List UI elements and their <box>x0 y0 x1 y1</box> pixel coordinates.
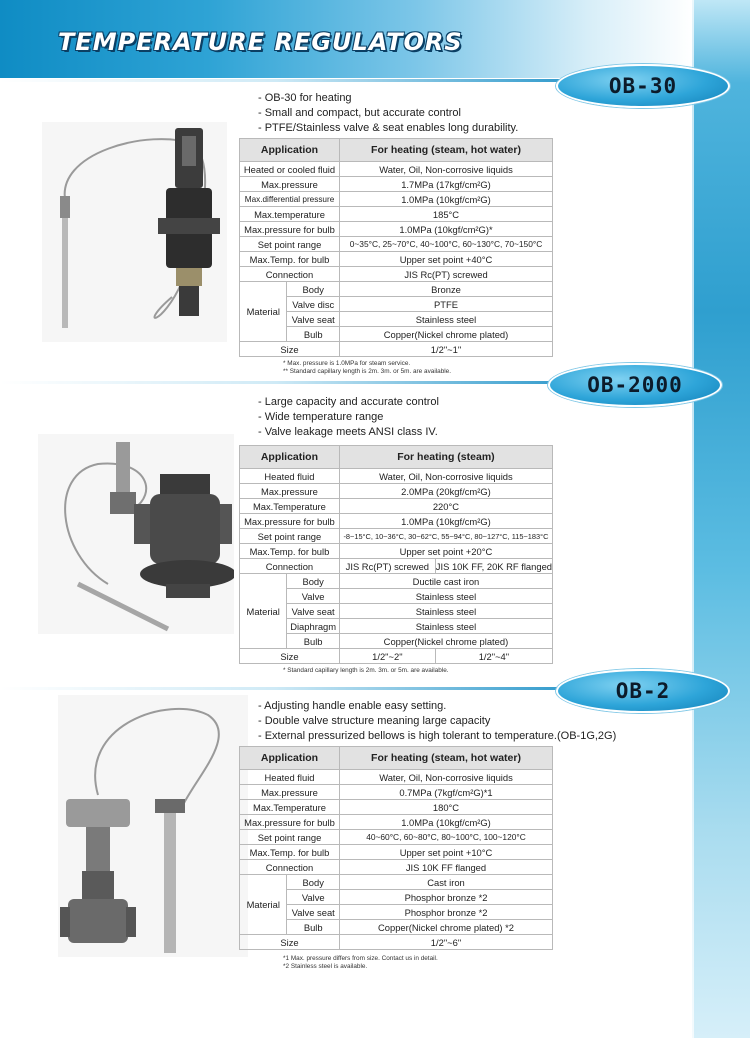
material-value: Copper(Nickel chrome plated) <box>340 327 553 342</box>
material-part: Body <box>287 875 340 890</box>
table-row <box>240 484 553 499</box>
footnote-item: ** Standard capillary length is 2m. 3m. or 5m. are available. <box>283 368 452 375</box>
row-value: 220°C <box>339 499 552 514</box>
feature-item: - External pressurized bellows is high tolerant to temperature.(OB-1G,2G) <box>258 730 617 742</box>
feature-item: - Adjusting handle enable easy setting. <box>258 700 447 712</box>
ob2000-regulator-photo <box>38 434 234 634</box>
row-label: Size <box>240 935 340 950</box>
row-value: Upper set point +10°C <box>340 845 553 860</box>
table-row <box>240 237 553 252</box>
ob2-feature-list <box>258 699 616 744</box>
material-value: Stainless steel <box>339 604 552 619</box>
header-usage: For heating (steam, hot water) <box>340 747 553 770</box>
row-label: Heated fluid <box>240 770 340 785</box>
table-row <box>240 935 553 950</box>
ob30-regulator-photo <box>42 122 227 342</box>
row-value: Upper set point +40°C <box>340 252 553 267</box>
table-row <box>240 905 553 920</box>
material-part: Valve seat <box>287 905 340 920</box>
model-badge-label: OB-2 <box>615 679 671 703</box>
feature-item: - Large capacity and accurate control <box>258 396 439 408</box>
table-row <box>240 860 553 875</box>
material-label: Material <box>240 574 287 649</box>
model-badge-label: OB-2000 <box>587 373 683 397</box>
material-part: Body <box>287 574 339 589</box>
material-value: Stainless steel <box>340 312 553 327</box>
row-label: Max.Temperature <box>240 800 340 815</box>
row-value: JIS 10K FF flanged <box>340 860 553 875</box>
ob30-footnotes <box>283 360 451 376</box>
section-divider <box>0 381 610 384</box>
material-label: Material <box>240 875 287 935</box>
table-row <box>240 499 553 514</box>
table-row <box>240 800 553 815</box>
material-part: Diaphragm <box>287 619 339 634</box>
row-value: 1.0MPa (10kgf/cm²G) <box>340 192 553 207</box>
table-row <box>240 770 553 785</box>
table-row <box>240 634 553 649</box>
row-value: Upper set point +20°C <box>339 544 552 559</box>
material-part: Valve <box>287 589 339 604</box>
table-row <box>240 327 553 342</box>
ob2-spec-table <box>239 746 553 950</box>
header-usage: For heating (steam, hot water) <box>340 139 553 162</box>
table-row <box>240 619 553 634</box>
table-row <box>240 342 553 357</box>
table-row <box>240 529 553 544</box>
material-part: Bulb <box>287 634 339 649</box>
table-row <box>240 815 553 830</box>
table-row <box>240 604 553 619</box>
row-label: Max.Temp. for bulb <box>240 544 340 559</box>
row-value: 0.7MPa (7kgf/cm²G)*1 <box>340 785 553 800</box>
material-part: Valve seat <box>287 604 339 619</box>
material-value: Bronze <box>340 282 553 297</box>
ob2000-feature-list <box>258 395 439 440</box>
row-value: 1.7MPa (17kgf/cm²G) <box>340 177 553 192</box>
table-row <box>240 222 553 237</box>
material-part: Valve <box>287 890 340 905</box>
header-application: Application <box>240 139 340 162</box>
table-row <box>240 544 553 559</box>
table-row <box>240 312 553 327</box>
material-part: Valve disc <box>287 297 340 312</box>
row-label: Max.pressure for bulb <box>240 514 340 529</box>
material-value: Phosphor bronze *2 <box>340 905 553 920</box>
row-label: Set point range <box>240 237 340 252</box>
row-label: Heated or cooled fluid <box>240 162 340 177</box>
table-row <box>240 469 553 484</box>
row-label: Max.Temp. for bulb <box>240 845 340 860</box>
footnote-item: *1 Max. pressure differs from size. Contact us in detail. <box>283 955 438 962</box>
table-row <box>240 920 553 935</box>
table-row <box>240 297 553 312</box>
material-value: Stainless steel <box>339 619 552 634</box>
footnote-item: * Standard capillary length is 2m. 3m. or 5m. are available. <box>283 667 449 674</box>
section-divider <box>0 687 610 690</box>
table-row <box>240 875 553 890</box>
row-label: Max.Temp. for bulb <box>240 252 340 267</box>
row-label: Max.differential pressure <box>240 192 340 207</box>
row-value: 1/2"~1" <box>340 342 553 357</box>
section-divider <box>0 79 610 82</box>
row-label: Max.pressure for bulb <box>240 222 340 237</box>
table-row <box>240 162 553 177</box>
row-label: Max.pressure for bulb <box>240 815 340 830</box>
material-value: Copper(Nickel chrome plated) *2 <box>340 920 553 935</box>
table-row <box>240 830 553 845</box>
row-label: Max.pressure <box>240 177 340 192</box>
table-row <box>240 890 553 905</box>
row-label: Set point range <box>240 830 340 845</box>
table-row <box>240 589 553 604</box>
row-label: Heated fluid <box>240 469 340 484</box>
row-label: Max.temperature <box>240 207 340 222</box>
header-application: Application <box>240 747 340 770</box>
row-value: Water, Oil, Non-corrosive liquids <box>340 770 553 785</box>
ob2000-footnotes <box>283 667 449 675</box>
footnote-item: *2 Stainless steel is available. <box>283 963 368 970</box>
material-part: Bulb <box>287 327 340 342</box>
page-title: TEMPERATURE REGULATORS <box>58 28 463 56</box>
table-row <box>240 649 553 664</box>
model-badge-ob30 <box>556 64 730 108</box>
row-value: 1.0MPa (10kgf/cm²G) <box>340 815 553 830</box>
material-part: Body <box>287 282 340 297</box>
ob2-footnotes <box>283 955 438 971</box>
row-label: Connection <box>240 559 340 574</box>
table-header-row <box>240 747 553 770</box>
row-value: 1/2"~4" <box>435 649 552 664</box>
row-label: Size <box>240 342 340 357</box>
material-part: Bulb <box>287 920 340 935</box>
row-value: JIS 10K FF, 20K RF flanged <box>435 560 552 572</box>
material-value: Ductile cast iron <box>339 574 552 589</box>
row-label: Max.pressure <box>240 785 340 800</box>
row-value: 1/2"~6" <box>340 935 553 950</box>
row-label: Max.pressure <box>240 484 340 499</box>
footnote-item: * Max. pressure is 1.0MPa for steam service. <box>283 360 411 367</box>
feature-item: - Double valve structure meaning large capacity <box>258 715 491 727</box>
row-value: 1/2"~2" <box>339 649 435 664</box>
row-value: 40~60°C, 60~80°C, 80~100°C, 100~120°C <box>340 830 553 845</box>
model-badge-label: OB-30 <box>608 74 678 98</box>
model-badge-ob2000 <box>548 363 722 407</box>
header-application: Application <box>240 446 340 469</box>
row-value: JIS Rc(PT) screwed <box>339 559 435 574</box>
row-label: Set point range <box>240 529 340 544</box>
row-value: -8~15°C, 10~36°C, 30~62°C, 55~94°C, 80~127°C, 115~183°C <box>339 529 552 544</box>
row-label: Connection <box>240 860 340 875</box>
table-row <box>240 252 553 267</box>
row-value: 180°C <box>340 800 553 815</box>
material-value: Cast iron <box>340 875 553 890</box>
table-row <box>240 785 553 800</box>
row-value: Water, Oil, Non-corrosive liquids <box>340 162 553 177</box>
material-part: Valve seat <box>287 312 340 327</box>
table-header-row <box>240 139 553 162</box>
row-value: 1.0MPa (10kgf/cm²G) <box>339 514 552 529</box>
row-value: JIS Rc(PT) screwed <box>340 267 553 282</box>
ob30-spec-table <box>239 138 553 357</box>
row-label: Max.Temperature <box>240 499 340 514</box>
row-label: Size <box>240 649 340 664</box>
ob30-feature-list <box>258 91 518 136</box>
right-decorative-bar <box>692 0 750 1038</box>
row-value: 185°C <box>340 207 553 222</box>
table-row <box>240 559 553 574</box>
material-value: PTFE <box>340 297 553 312</box>
feature-item: - Wide temperature range <box>258 411 384 423</box>
feature-item: - OB-30 for heating <box>258 92 352 104</box>
row-label: Connection <box>240 267 340 282</box>
table-row <box>240 207 553 222</box>
table-row <box>240 282 553 297</box>
table-row <box>240 574 553 589</box>
material-value: Phosphor bronze *2 <box>340 890 553 905</box>
ob2-regulator-photo <box>58 695 248 957</box>
material-value: Copper(Nickel chrome plated) <box>339 634 552 649</box>
header-usage: For heating (steam) <box>339 446 552 469</box>
table-header-row <box>240 446 553 469</box>
table-row <box>240 177 553 192</box>
material-value: Stainless steel <box>339 589 552 604</box>
row-value: Water, Oil, Non-corrosive liquids <box>339 469 552 484</box>
row-value: 1.0MPa (10kgf/cm²G)* <box>340 222 553 237</box>
feature-item: - Small and compact, but accurate control <box>258 107 461 119</box>
table-row <box>240 192 553 207</box>
table-row <box>240 514 553 529</box>
material-label: Material <box>240 282 287 342</box>
row-value: 2.0MPa (20kgf/cm²G) <box>339 484 552 499</box>
table-row <box>240 845 553 860</box>
table-row <box>240 267 553 282</box>
feature-item: - Valve leakage meets ANSI class IV. <box>258 426 438 438</box>
row-value: 0~35°C, 25~70°C, 40~100°C, 60~130°C, 70~150°C <box>340 237 553 252</box>
ob2000-spec-table <box>239 445 553 664</box>
feature-item: - PTFE/Stainless valve & seat enables long durability. <box>258 122 519 134</box>
